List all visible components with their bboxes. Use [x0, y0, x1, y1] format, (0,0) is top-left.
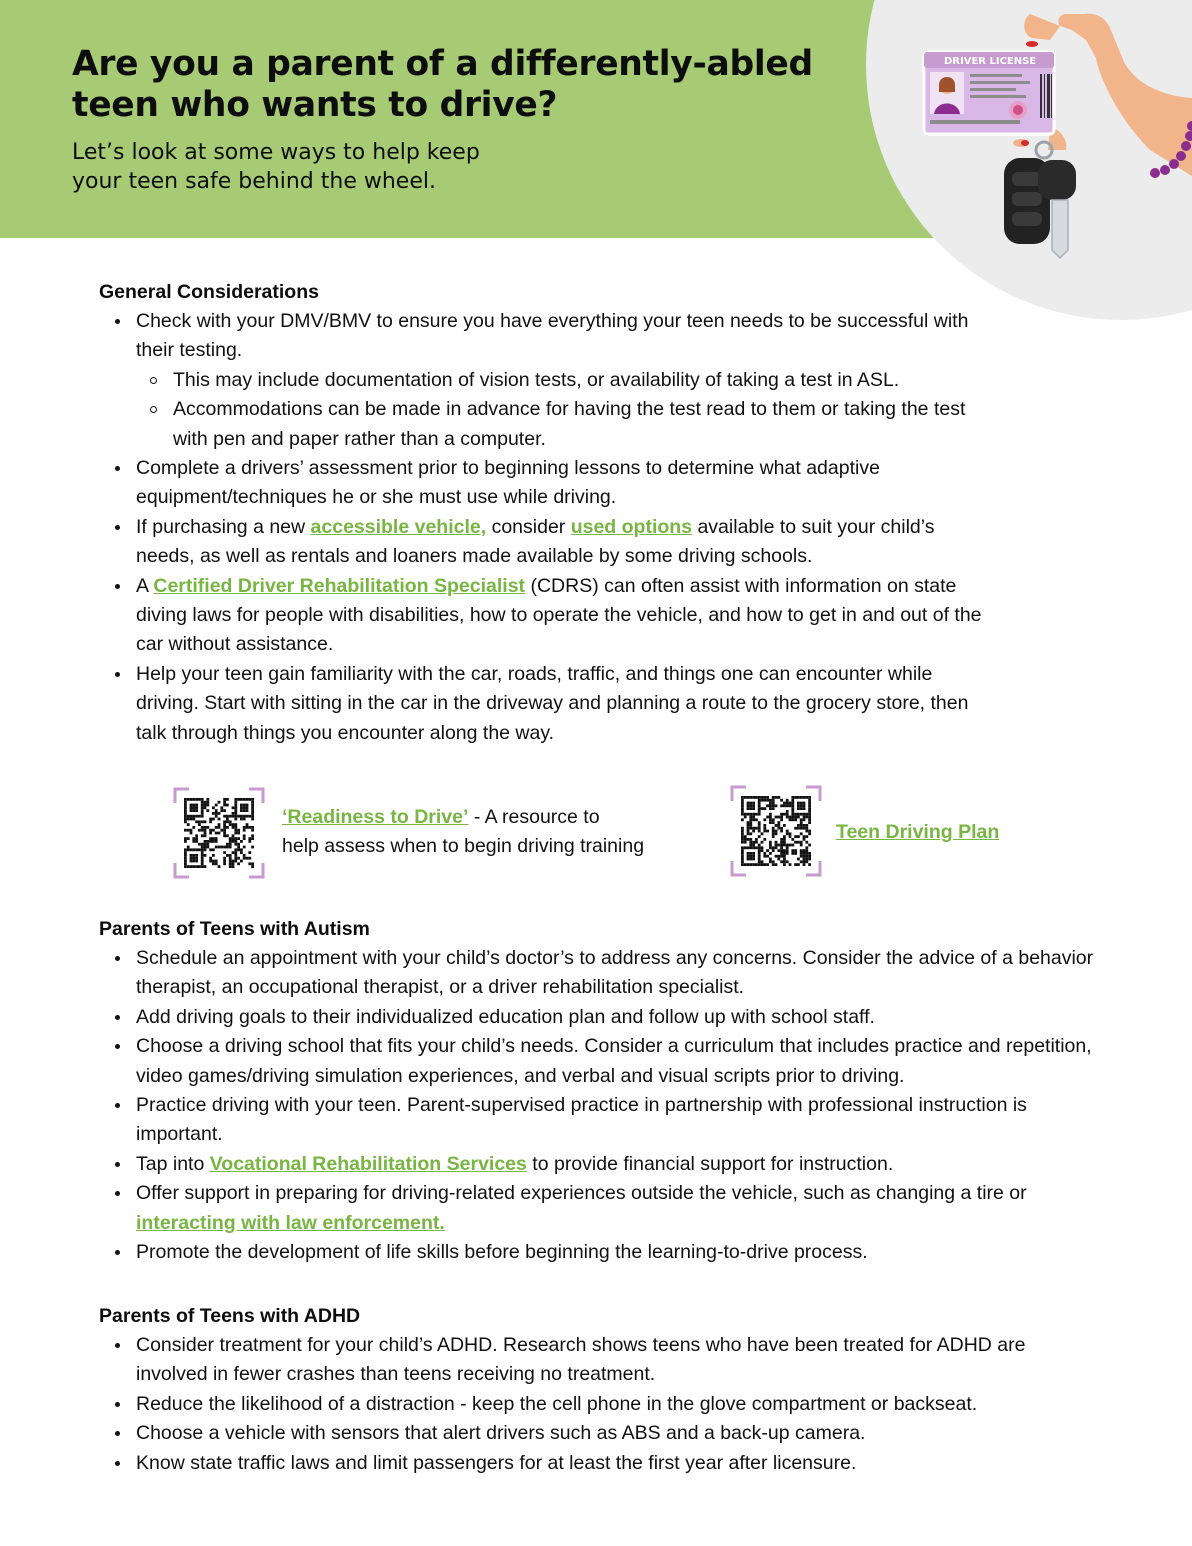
list-item: Accommodations can be made in advance for having the test read to them or taking the test with pen and paper rather than a computer. [149, 395, 992, 454]
license-card-label: DRIVER LICENSE [944, 56, 1037, 67]
list-item: Help your teen gain familiarity with the car, roads, traffic, and things one can encounter while driving. Start with sitting in the car in the driveway and planning a route to the grocery store, then talk through things you encounter along the way. [112, 660, 992, 748]
autism-heading: Parents of Teens with Autism [99, 918, 370, 940]
list-item: Reduce the likelihood of a distraction - keep the cell phone in the glove compartment or backseat. [112, 1390, 1102, 1419]
list-item: Tap into Vocational Rehabilitation Services to provide financial support for instruction. [112, 1150, 1102, 1179]
list-item: Complete a drivers’ assessment prior to beginning lessons to determine what adaptive equipment/techniques he or she must use while driving. [112, 454, 992, 513]
list-item: This may include documentation of vision tests, or availability of taking a test in ASL. [149, 366, 992, 395]
accessible-vehicle-link[interactable]: accessible vehicle, [310, 515, 487, 538]
general-considerations-heading: General Considerations [99, 281, 319, 303]
list-item: If purchasing a new accessible vehicle, consider used options available to suit your child’s needs, as well as rentals and loaners made available by some driving schools. [112, 513, 992, 572]
list-item: Consider treatment for your child’s ADHD. Research shows teens who have been treated for ADHD are involved in fewer crashes than teens receiving no treatment. [112, 1331, 1102, 1390]
autism-list [112, 944, 1102, 1267]
vocational-rehabilitation-link[interactable]: Vocational Rehabilitation Services [209, 1152, 527, 1175]
readiness-to-drive-link[interactable]: ‘Readiness to Drive’ [282, 806, 469, 828]
page-title: Are you a parent of a differently-abled teen who wants to drive? [72, 44, 813, 125]
list-item: Choose a driving school that fits your child’s needs. Consider a curriculum that includes practice and repetition, video games/driving simulation experiences, and verbal and visual scripts prior to driving. [112, 1032, 1102, 1091]
qr-pattern [741, 796, 811, 866]
qr-pattern [184, 798, 254, 868]
teen-driving-plan-link[interactable]: Teen Driving Plan [836, 821, 1000, 843]
list-item: A Certified Driver Rehabilitation Specialist (CDRS) can often assist with information on state diving laws for people with disabilities, how to operate the vehicle, and how to get in and out of the car without assistance. [112, 572, 992, 660]
license-and-key-illustration [900, 0, 1192, 270]
readiness-qr-code[interactable] [173, 787, 265, 879]
list-item: Promote the development of life skills before beginning the learning-to-drive process. [112, 1238, 1102, 1267]
list-item: Offer support in preparing for driving-related experiences outside the vehicle, such as changing a tire or interacting with law enforcement. [112, 1179, 1102, 1238]
adhd-heading: Parents of Teens with ADHD [99, 1305, 361, 1327]
list-item: Practice driving with your teen. Parent-supervised practice in partnership with professional instruction is important. [112, 1091, 1102, 1150]
general-considerations-list [112, 307, 992, 748]
used-options-link[interactable]: used options [570, 515, 693, 538]
list-item: Choose a vehicle with sensors that alert drivers such as ABS and a back-up camera. [112, 1419, 1102, 1448]
law-enforcement-link[interactable]: interacting with law enforcement. [136, 1211, 445, 1234]
sub-list [136, 366, 992, 454]
page-subtitle: Let’s look at some ways to help keep your teen safe behind the wheel. [72, 140, 480, 194]
driver-license-icon [924, 52, 1054, 134]
list-item: Know state traffic laws and limit passengers for at least the first year after licensure. [112, 1449, 1102, 1478]
cdrs-link[interactable]: Certified Driver Rehabilitation Specialist [153, 574, 526, 597]
teen-driving-plan-resource [836, 818, 999, 847]
car-key-icon [1004, 142, 1076, 258]
list-item: Check with your DMV/BMV to ensure you have everything your teen needs to be successful with their testing. This may include documentation of vision tests, or availability of taking a test in ASL. Accommodations can be made in advance for having the test read to them or taking the test with pen and paper rather than a computer. [112, 307, 992, 454]
list-item: Schedule an appointment with your child’s doctor’s to address any concerns. Consider the advice of a behavior therapist, an occupational therapist, or a driver rehabilitation specialist. [112, 944, 1102, 1003]
teen-driving-plan-qr-code[interactable] [730, 785, 822, 877]
list-item: Add driving goals to their individualized education plan and follow up with school staff. [112, 1003, 1102, 1032]
readiness-resource-text: ‘Readiness to Drive’ - A resource to help assess when to begin driving training [282, 806, 645, 857]
adhd-list [112, 1331, 1102, 1478]
